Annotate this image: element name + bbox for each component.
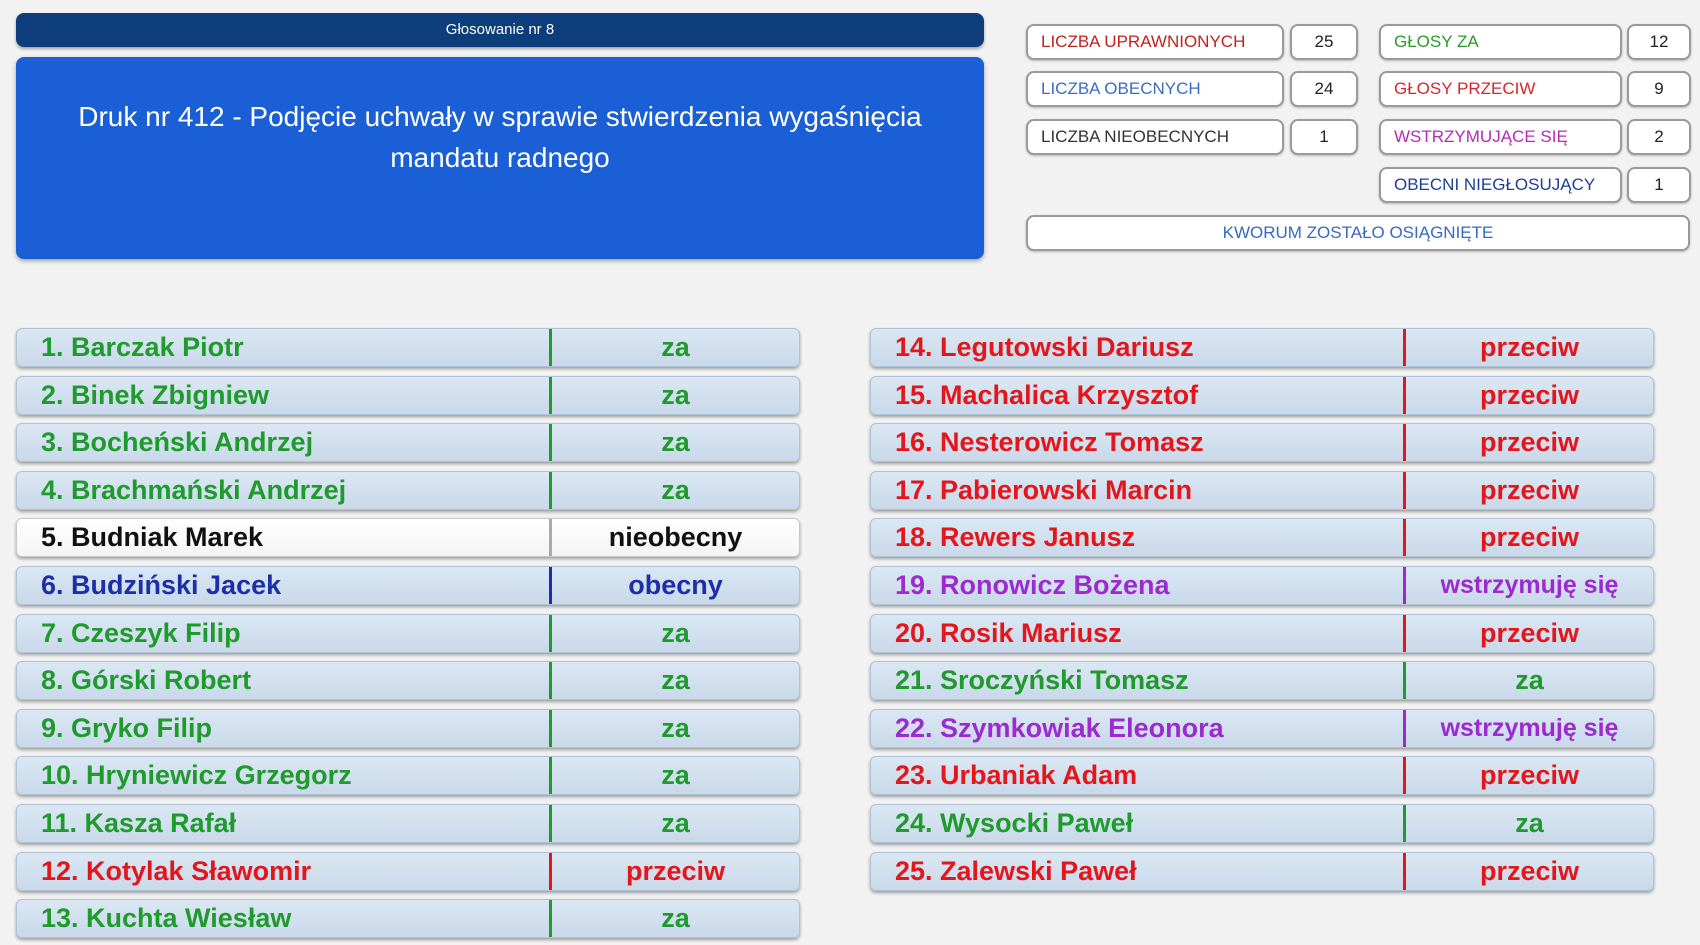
councillor-name: 11. Kasza Rafał — [41, 808, 237, 838]
vote-result: za — [661, 665, 690, 695]
councillor-name: 9. Gryko Filip — [41, 713, 213, 743]
councillor-row — [870, 804, 1654, 843]
councillor-name: 19. Ronowicz Bożena — [895, 570, 1170, 600]
vote-result: przeciw — [1479, 522, 1580, 552]
stat-obecnych-value: 24 — [1290, 71, 1358, 107]
councillor-row — [870, 756, 1654, 795]
resolution-title-panel — [16, 57, 984, 259]
councillor-name: 10. Hryniewicz Grzegorz — [41, 760, 352, 790]
stat-przeciw-label: GŁOSY PRZECIW — [1379, 71, 1622, 107]
vote-result: za — [1515, 665, 1544, 695]
vote-result: wstrzymuję się — [1440, 571, 1619, 599]
stat-wstrzymujace-label: WSTRZYMUJĄCE SIĘ — [1379, 119, 1622, 155]
councillor-row — [16, 661, 800, 700]
vote-result: przeciw — [625, 856, 726, 886]
councillor-name: 13. Kuchta Wiesław — [41, 903, 292, 933]
councillor-row — [870, 423, 1654, 462]
stat-niegłosujący-value: 1 — [1627, 167, 1691, 203]
councillor-row — [16, 471, 800, 510]
vote-result: za — [1515, 808, 1544, 838]
stat-uprawnionych-label: LICZBA UPRAWNIONYCH — [1026, 24, 1284, 60]
councillor-name: 20. Rosik Mariusz — [895, 618, 1122, 648]
councillor-row — [16, 756, 800, 795]
councillor-row — [16, 614, 800, 653]
councillor-row — [870, 566, 1654, 605]
stat-przeciw-value: 9 — [1627, 71, 1691, 107]
councillor-name: 22. Szymkowiak Eleonora — [895, 713, 1224, 743]
councillor-row — [16, 518, 800, 557]
councillor-name: 16. Nesterowicz Tomasz — [895, 427, 1204, 457]
councillor-row — [870, 471, 1654, 510]
vote-result: za — [661, 618, 690, 648]
vote-result: przeciw — [1479, 427, 1580, 457]
vote-result: za — [661, 760, 690, 790]
vote-result: przeciw — [1479, 475, 1580, 505]
stat-za-value: 12 — [1627, 24, 1691, 60]
councillor-name: 3. Bocheński Andrzej — [41, 427, 314, 457]
stat-nieobecnych-value: 1 — [1290, 119, 1358, 155]
councillor-name: 4. Brachmański Andrzej — [41, 475, 347, 505]
councillor-row — [16, 899, 800, 938]
councillor-row — [870, 518, 1654, 557]
councillor-name: 12. Kotylak Sławomir — [41, 856, 312, 886]
vote-result: przeciw — [1479, 618, 1580, 648]
vote-result: za — [661, 713, 690, 743]
councillor-name: 24. Wysocki Paweł — [895, 808, 1134, 838]
councillor-row — [16, 709, 800, 748]
vote-number-header: Głosowanie nr 8 — [16, 13, 984, 47]
councillor-name: 17. Pabierowski Marcin — [895, 475, 1193, 505]
councillor-name: 5. Budniak Marek — [41, 522, 264, 552]
stat-niegłosujący-label: OBECNI NIEGŁOSUJĄCY — [1379, 167, 1622, 203]
councillor-name: 18. Rewers Janusz — [895, 522, 1136, 552]
councillor-row — [16, 376, 800, 415]
councillor-row — [16, 566, 800, 605]
councillor-row — [870, 709, 1654, 748]
vote-result: za — [661, 475, 690, 505]
vote-result: za — [661, 903, 690, 933]
vote-result: przeciw — [1479, 856, 1580, 886]
vote-result: przeciw — [1479, 760, 1580, 790]
councillor-row — [870, 661, 1654, 700]
councillor-name: 2. Binek Zbigniew — [41, 380, 270, 410]
councillor-name: 25. Zalewski Paweł — [895, 856, 1137, 886]
vote-result: za — [661, 808, 690, 838]
vote-result: przeciw — [1479, 332, 1580, 362]
councillor-name: 1. Barczak Piotr — [41, 332, 244, 362]
councillor-name: 23. Urbaniak Adam — [895, 760, 1138, 790]
stat-obecnych-label: LICZBA OBECNYCH — [1026, 71, 1284, 107]
councillor-row — [16, 804, 800, 843]
councillor-name: 15. Machalica Krzysztof — [895, 380, 1199, 410]
resolution-title: Druk nr 412 - Podjęcie uchwały w sprawie stwierdzenia wygaśnięcia mandatu radnego — [78, 101, 922, 173]
councillor-name: 7. Czeszyk Filip — [41, 618, 241, 648]
councillor-row — [16, 423, 800, 462]
councillor-name: 21. Sroczyński Tomasz — [895, 665, 1189, 695]
councillor-row — [16, 852, 800, 891]
councillor-row — [870, 376, 1654, 415]
vote-result: za — [661, 427, 690, 457]
vote-result: za — [661, 380, 690, 410]
councillor-name: 8. Górski Robert — [41, 665, 252, 695]
vote-result: przeciw — [1479, 380, 1580, 410]
stat-nieobecnych-label: LICZBA NIEOBECNYCH — [1026, 119, 1284, 155]
vote-result: nieobecny — [608, 522, 743, 552]
councillor-row — [16, 328, 800, 367]
vote-result: wstrzymuję się — [1440, 714, 1619, 742]
stat-wstrzymujace-value: 2 — [1627, 119, 1691, 155]
vote-result: obecny — [628, 570, 723, 600]
councillor-name: 6. Budziński Jacek — [41, 570, 282, 600]
councillor-row — [870, 328, 1654, 367]
councillor-name: 14. Legutowski Dariusz — [895, 332, 1194, 362]
councillor-row — [870, 852, 1654, 891]
stat-za-label: GŁOSY ZA — [1379, 24, 1622, 60]
stat-uprawnionych-value: 25 — [1290, 24, 1358, 60]
quorum-status: KWORUM ZOSTAŁO OSIĄGNIĘTE — [1026, 215, 1690, 251]
vote-result: za — [661, 332, 690, 362]
councillor-row — [870, 614, 1654, 653]
